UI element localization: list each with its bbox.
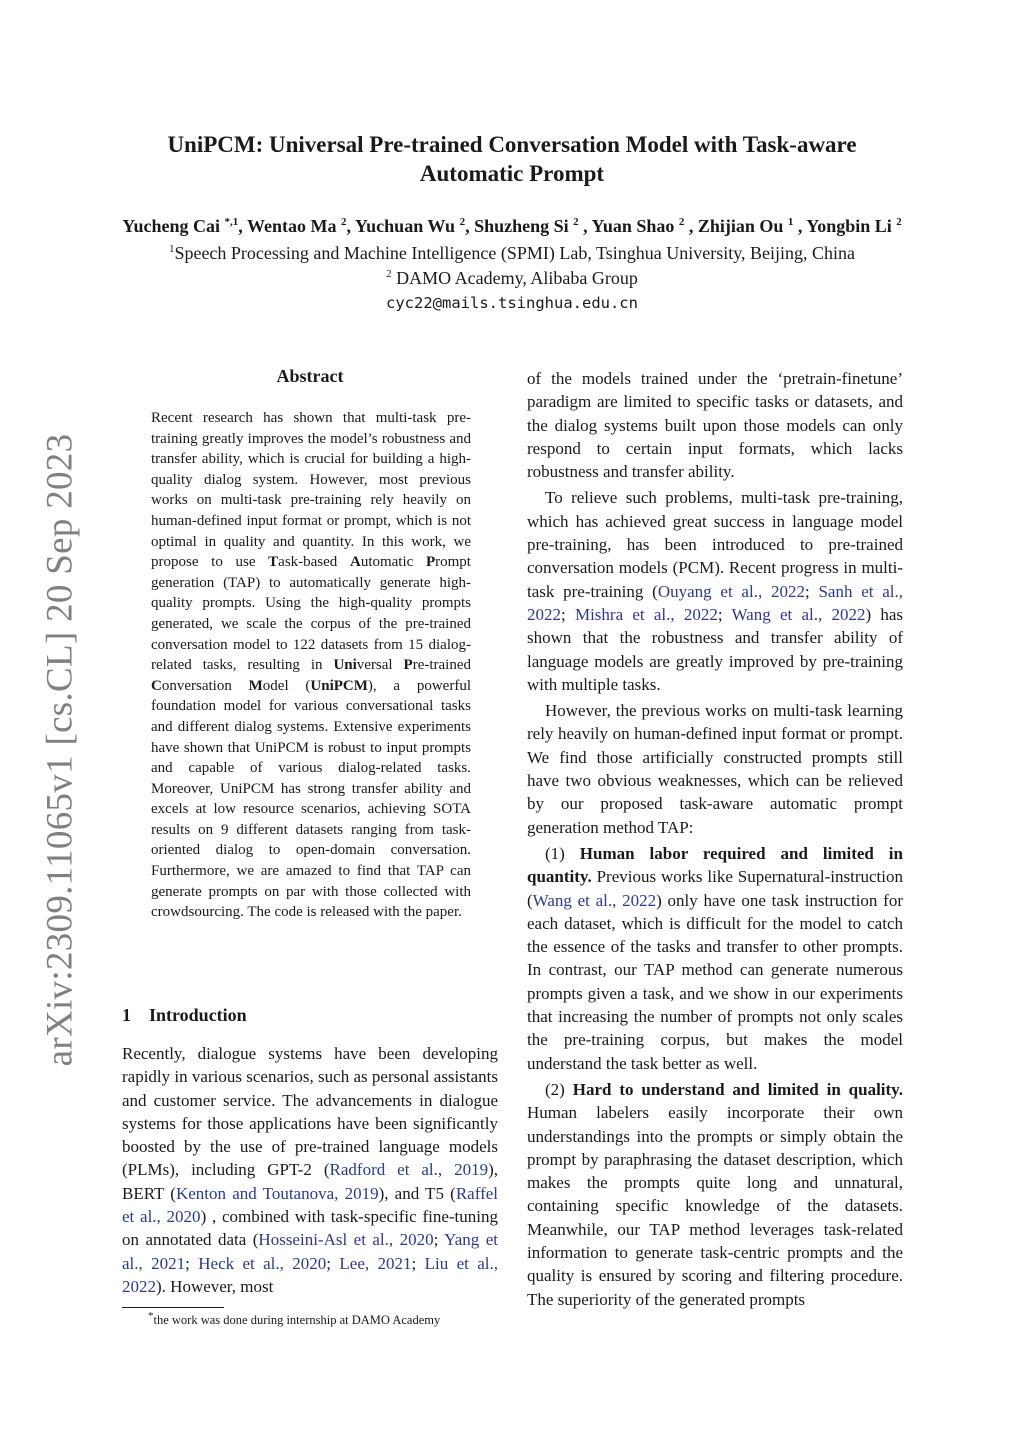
paragraph bbox=[527, 842, 903, 1075]
citation-link[interactable]: Liu et al., 2022 bbox=[122, 1253, 498, 1296]
abstract-text: re-trained bbox=[412, 657, 471, 674]
affiliation-mark: 2 bbox=[386, 268, 392, 280]
author-mark: *,1 bbox=[224, 216, 239, 228]
paragraph: Recently, dialogue systems have been developing rapidly in various scenarios, such as personal assistants and customer service. The advancements in dialogue systems for those applications have been significantly boosted by the use of pre-trained language models (PLMs), including GPT-2 (Radford et al., 2019), BERT (Kenton and Toutanova, 2019), and T5 (Raffel et al., 2020) , combined with task-specific fine-tuning on annotated data (Hosseini-Asl et al., 2020; Yang et al., 2021; Heck et al., 2020; Lee, 2021; Liu et al., 2022). However, most bbox=[122, 1044, 499, 1296]
intro-right-column bbox=[527, 367, 903, 1311]
abstract-body bbox=[151, 408, 471, 923]
abstract-text: odel ( bbox=[262, 677, 311, 694]
bold-lead: Hard to understand and limited in quality. bbox=[572, 1079, 903, 1099]
body-text: Human labelers easily incorporate their own understandings into the prompts or simply obtain the prompt by paraphrasing the dataset description, which makes the prompts quite long and unnatural, containing specific knowledge of the datasets. Meanwhile, our TAP method leverages task-related information to generate task-centric prompts and the quality is ensured by scoring and filtering procedure. The superiority of the generated prompts bbox=[527, 1103, 903, 1309]
body-text: ) only have one task instruction for each dataset, which is difficult for the model to catch the essence of the tasks and transfer to other prompts. In contrast, our TAP method can generate numerous prompts given a task, and we show in our experiments that increasing the number of prompts not only scales the pre-training corpus, but makes the model understand the task better as well. bbox=[527, 890, 903, 1073]
author-mark: 2 bbox=[340, 216, 347, 228]
section-number: 1 bbox=[122, 1005, 131, 1025]
author-name: Zhijian Ou bbox=[697, 216, 784, 236]
affiliation-text: DAMO Academy, Alibaba Group bbox=[396, 268, 638, 288]
author-name: Yongbin Li bbox=[806, 216, 892, 236]
author-name: Wentao Ma bbox=[246, 216, 337, 236]
abstract-text: utomatic bbox=[360, 554, 426, 571]
author-name: Yuan Shao bbox=[591, 216, 675, 236]
citation-link[interactable]: Mishra et al., 2022 bbox=[574, 604, 718, 624]
bold-lead: Human labor required and limited in quantity. bbox=[527, 843, 903, 887]
abstract-bold: M bbox=[248, 677, 263, 694]
author-name: Yuchuan Wu bbox=[354, 216, 456, 236]
abstract-text: rompt generation (TAP) to automatically generate high-quality prompts. Using the high-quality prompts generated, we scale the corpus of the pre-trained conversation model to 122 datasets from 15 dialog-related tasks, resulting in bbox=[151, 554, 471, 674]
paragraph: To relieve such problems, multi-task pre-training, which has achieved great success in language model pre-training, has been introduced to pre-trained conversation models (PCM). Recent progress in multi-task pre-training (Ouyang et al., 2022; Sanh et al., 2022; Mishra et al., 2022; Wang et al., 2022) has shown that the robustness and transfer ability of language models are greatly improved by pre-training with multiple tasks. bbox=[527, 488, 904, 694]
footnote-rule bbox=[122, 1307, 224, 1308]
author-email: cyc22@mails.tsinghua.edu.cn bbox=[386, 294, 638, 312]
abstract-text: ), a powerful foundation model for various conversational tasks and different dialog systems. Extensive experiments have shown that UniPCM is robust to input prompts and capable of various dialog-related tasks. Moreover, UniPCM has strong transfer ability and excels at low resource scenarios, achieving SOTA results on 9 different datasets ranging from task-oriented dialog to open-domain conversation. Furthermore, we are amazed to find that TAP can generate prompts on par with those collected with crowdsourcing. The code is released with the paper. bbox=[151, 677, 471, 921]
citation-link[interactable]: Raffel et al., 2020 bbox=[122, 1183, 499, 1227]
title-line-2: Automatic Prompt bbox=[419, 161, 605, 186]
paragraph: of the models trained under the ‘pretrain-finetune’ paradigm are limited to specific tasks or datasets, and the dialog systems built upon those models can only respond to certain input formats, which lacks robustness and transfer ability. bbox=[527, 369, 903, 482]
abstract-text: versal bbox=[356, 657, 404, 674]
paragraph: However, the previous works on multi-task learning rely heavily on human-defined input format or prompt. We find those artificially constructed prompts still have two obvious weaknesses, which can be relieved by our proposed task-aware automatic prompt generation method TAP: bbox=[527, 701, 903, 837]
footnote-mark: * bbox=[148, 1309, 154, 1322]
paper-title bbox=[100, 130, 924, 188]
citation-link[interactable]: Ouyang et al., 2022 bbox=[657, 581, 805, 601]
abstract-bold: C bbox=[151, 677, 162, 694]
affiliation-2 bbox=[60, 266, 964, 290]
citation-link[interactable]: Radford et al., 2019 bbox=[329, 1160, 489, 1180]
list-number: (2) bbox=[545, 1079, 565, 1099]
body-text: ), BERT ( bbox=[122, 1160, 498, 1203]
citation-link[interactable]: Wang et al., 2022 bbox=[532, 890, 657, 910]
body-text: Recently, dialogue systems have been developing rapidly in various scenarios, such as personal assistants and customer service. The advancements in dialogue systems for those applications have been significantly boosted by the use of pre-trained language models (PLMs), including GPT-2 ( bbox=[122, 1044, 498, 1180]
affiliation-text: Speech Processing and Machine Intelligence (SPMI) Lab, Tsinghua University, Beijing, China bbox=[174, 243, 856, 263]
citation-link[interactable]: Hosseini-Asl et al., 2020 bbox=[258, 1230, 434, 1250]
author-name: Shuzheng Si bbox=[474, 216, 569, 236]
abstract-bold: P bbox=[403, 657, 413, 674]
citation-link[interactable]: Yang et al., 2021 bbox=[122, 1230, 498, 1273]
section-title: Introduction bbox=[149, 1005, 247, 1025]
list-number: (1) bbox=[545, 843, 565, 863]
author-mark: 1 bbox=[787, 216, 794, 228]
abstract-bold: Uni bbox=[333, 657, 357, 674]
footnote bbox=[122, 1309, 502, 1328]
body-text: ). However, most bbox=[156, 1276, 274, 1296]
title-line-1: UniPCM: Universal Pre-trained Conversation Model with Task-aware bbox=[167, 132, 857, 157]
body-text: ), and T5 ( bbox=[378, 1183, 456, 1203]
affiliation-mark: 1 bbox=[168, 243, 175, 255]
author-mark: 2 bbox=[678, 216, 685, 228]
paragraph bbox=[527, 1078, 903, 1311]
author-list: Yucheng Cai $^{*,1}$, Wentao Ma $^2$, Yuchuan Wu $^2$, Shuzheng Si $^2$ , Yuan Shao $^2$ , Zhijian Ou $^1$ , Yongbin Li $^2$ bbox=[122, 216, 902, 236]
author-mark: 2 bbox=[573, 216, 579, 228]
arxiv-stamp: arXiv:2309.11065v1 [cs.CL] 20 Sep 2023 bbox=[39, 433, 81, 1067]
citation-link[interactable]: Wang et al., 2022 bbox=[731, 604, 866, 624]
abstract-bold: UniPCM bbox=[310, 677, 368, 694]
body-text: ) , combined with task-specific fine-tuning on annotated data ( bbox=[122, 1207, 498, 1250]
affiliation-1 bbox=[60, 241, 964, 265]
intro-left-column bbox=[122, 1042, 498, 1298]
abstract-text: Recent research has shown that multi-task pre-training greatly improves the model’s robustness and transfer ability, which is crucial for building a high-quality dialog system. However, most previous works on multi-task pre-training rely heavily on human-defined input format or prompt, which is not optimal in quality and quantity. In this work, we propose to use bbox=[151, 410, 471, 571]
body-text: Previous works like Supernatural-instruction ( bbox=[527, 867, 903, 910]
abstract-bold: T bbox=[268, 554, 279, 571]
section-heading bbox=[122, 1005, 247, 1026]
abstract-bold: P bbox=[425, 554, 436, 571]
abstract-text: ask-based bbox=[278, 554, 350, 571]
citation-link[interactable]: Heck et al., 2020 bbox=[198, 1253, 327, 1273]
citation-link[interactable]: Lee, 2021 bbox=[339, 1253, 412, 1273]
abstract-bold: A bbox=[349, 554, 361, 571]
author-mark: 2 bbox=[459, 216, 466, 228]
author-name: Yucheng Cai bbox=[122, 216, 221, 236]
author-mark: 2 bbox=[896, 216, 902, 228]
footnote-text: the work was done during internship at DAMO Academy bbox=[153, 1313, 441, 1327]
abstract-heading: Abstract bbox=[276, 366, 344, 386]
body-text: To relieve such problems, multi-task pre-training, which has achieved great success in language model pre-training, has been introduced to pre-trained conversation models (PCM). Recent progress in multi-task pre-training ( bbox=[527, 488, 903, 601]
abstract-text: onversation bbox=[161, 677, 249, 694]
body-text: ) has shown that the robustness and transfer ability of language models are greatly improved by pre-training with multiple tasks. bbox=[527, 604, 904, 694]
citation-link[interactable]: Kenton and Toutanova, 2019 bbox=[175, 1183, 379, 1203]
citation-link[interactable]: Sanh et al., 2022 bbox=[527, 581, 903, 624]
